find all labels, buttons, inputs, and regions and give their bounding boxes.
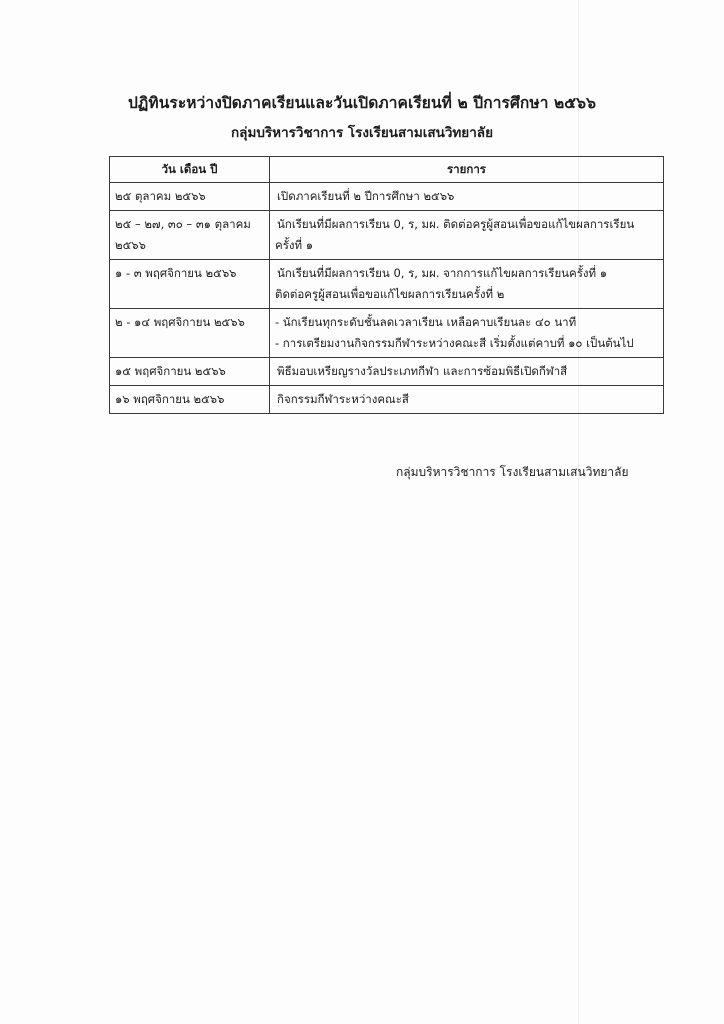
item-text: เปิดภาคเรียนที่ ๒ ปีการศึกษา ๒๕๖๖ (277, 189, 455, 203)
item-cell (270, 386, 664, 414)
date-cell (110, 183, 270, 211)
date-cell (110, 358, 270, 386)
date-text: ๒๕ ตุลาคม ๒๕๖๖ (115, 189, 206, 203)
page-fold-line (578, 0, 579, 1024)
date-cell (110, 309, 270, 358)
item-text: - การเตรียมงานกิจกรรมกีฬาระหว่างคณะสี เริ่มตั้งแต่คาบที่ ๑๐ เป็นต้นไป (275, 336, 634, 350)
date-text: ๒๕๖๖ (115, 238, 146, 252)
item-cell (270, 309, 664, 358)
document-subtitle: กลุ่มบริหารวิชาการ โรงเรียนสามเสนวิทยาลัย (231, 125, 493, 141)
item-cell (270, 211, 664, 260)
table-row (110, 260, 664, 309)
table-row (110, 386, 664, 414)
item-cell (270, 183, 664, 211)
document-title: ปฏิทินระหว่างปิดภาคเรียนและวันเปิดภาคเรียนที่ ๒ ปีการศึกษา ๒๕๖๖ (127, 94, 597, 112)
item-text: นักเรียนที่มีผลการเรียน 0, ร, มผ. จากการแก้ไขผลการเรียนครั้งที่ ๑ (277, 266, 608, 280)
table-header-row (110, 157, 664, 183)
date-cell (110, 386, 270, 414)
item-text: พิธีมอบเหรียญรางวัลประเภทกีฬา และการซ้อมพิธีเปิดกีฬาสี (277, 364, 568, 378)
item-cell (270, 358, 664, 386)
date-cell (110, 260, 270, 309)
header-date: วัน เดือน ปี (110, 157, 270, 183)
document-footer: กลุ่มบริหารวิชาการ โรงเรียนสามเสนวิทยาลัย (396, 465, 629, 479)
date-text: ๒๕ – ๒๗, ๓๐ – ๓๑ ตุลาคม (115, 217, 251, 231)
date-text: ๒ - ๑๔ พฤศจิกายน ๒๕๖๖ (115, 315, 245, 329)
date-cell (110, 211, 270, 260)
schedule-table (109, 156, 664, 414)
table-row (110, 358, 664, 386)
item-text: นักเรียนที่มีผลการเรียน 0, ร, มผ. ติดต่อครูผู้สอนเพื่อขอแก้ไขผลการเรียน (277, 217, 635, 231)
table-row (110, 183, 664, 211)
table-row (110, 211, 664, 260)
date-text: ๑ - ๓ พฤศจิกายน ๒๕๖๖ (115, 266, 237, 280)
item-text: ติดต่อครูผู้สอนเพื่อขอแก้ไขผลการเรียนครั้งที่ ๒ (275, 287, 505, 301)
item-text: - นักเรียนทุกระดับชั้นลดเวลาเรียน เหลือคาบเรียนละ ๔๐ นาที (275, 315, 577, 329)
date-text: ๑๖ พฤศจิกายน ๒๕๖๖ (115, 392, 225, 406)
item-text: กิจกรรมกีฬาระหว่างคณะสี (277, 392, 409, 406)
date-text: ๑๕ พฤศจิกายน ๒๕๖๖ (115, 364, 226, 378)
header-item: รายการ (270, 157, 664, 183)
table-row (110, 309, 664, 358)
item-cell (270, 260, 664, 309)
item-text: ครั้งที่ ๑ (275, 238, 314, 252)
